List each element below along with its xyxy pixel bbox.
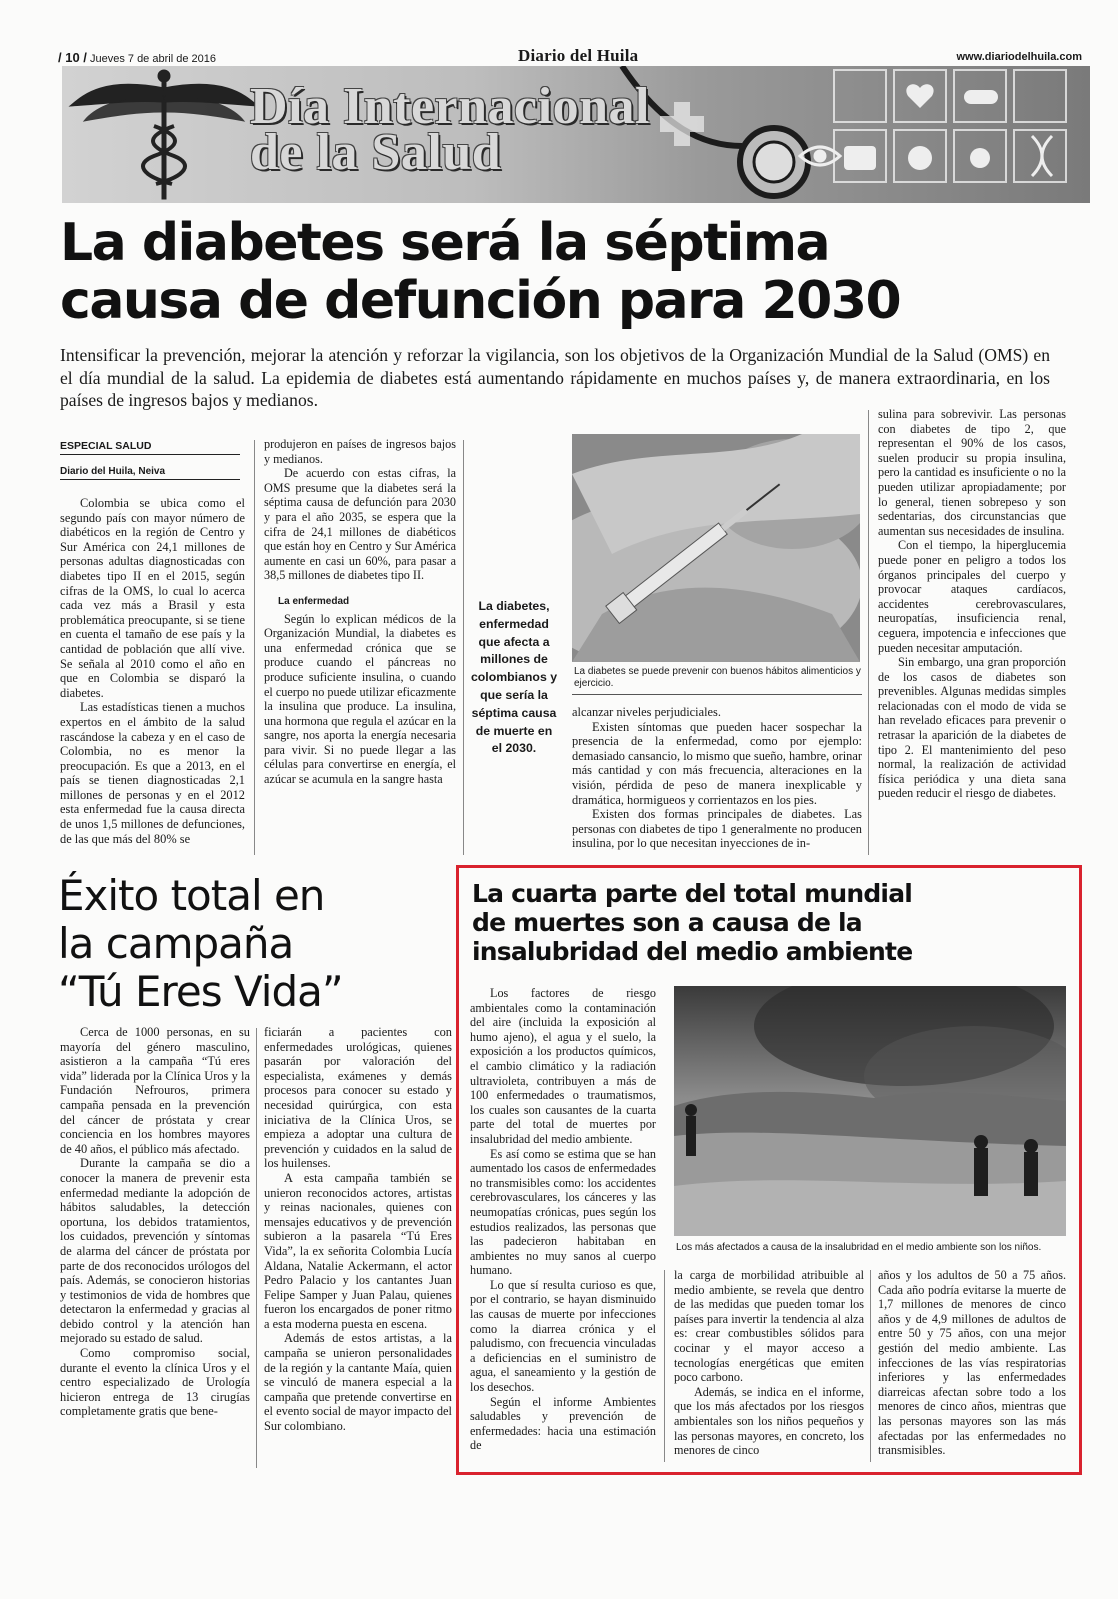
paragraph: sulina para sobrevivir. Las personas con diabetes de tipo 2, que representan el 90% de los casos, suelen producir su propia insulina, pero la cantidad es insuficiente o no la pueden utilizar apropiadamente; por lo general, tienen sobrepeso y son sedentarias, dos circunstancias que aumentan sus necesidades de insulina.	[878, 407, 1066, 538]
paragraph: Con el tiempo, la hiperglucemia puede poner en peligro a todos los órganos principales del cuerpo y provocar ataques cardíacos, accidentes cerebrovasculares, neuropatías, insuficiencia renal, ceguera, impotencia e infecciones que pueden necesitar amputación.	[878, 538, 1066, 655]
main-lede: Intensificar la prevención, mejorar la atención y reforzar la vigilancia, son los objetivos de la Organización Mundial de la Salud (OMS) en el día mundial de la salud. La epidemia de diabetes está aumentando rápidamente en muchos países y, de manera extraordinaria, en los países de ingresos bajos y medianos.	[60, 345, 1050, 411]
main-col-4	[878, 407, 1066, 801]
paragraph: Existen síntomas que pueden hacer sospechar la presencia de la enfermedad, como por ejemplo: demasiado cansancio, lo mismo que sueño, hambre, orinar más cantidad y con más frecuencia, alteraciones en la visión, pérdida de peso de manera inexplicable y dramática, hormigueos y corrientazos en los pies.	[572, 719, 862, 807]
paragraph: Es así como se estima que se han aumentado los casos de enfermedades no transmisibles como: los accidentes cerebrovasculares, los cánceres y las neumopatías crónicas, pues según los estudios realizados, las personas que las padecieron habitaban en ambientes no muy sanos al cuerpo humano.	[470, 1146, 656, 1278]
paragraph: Existen dos formas principales de diabetes. Las personas con diabetes de tipo 1 generalmente no producen insulina, por lo que necesitan inyecciones de in-	[572, 807, 862, 851]
subheading: La enfermedad	[278, 595, 350, 607]
paragraph: Como compromiso social, durante el evento la clínica Uros y el centro especializado de Urología hicieron entrega de 13 cirugías completamente gratis que bene-	[60, 1346, 250, 1419]
main-headline: La diabetes será la séptima causa de defunción para 2030	[60, 213, 901, 331]
paragraph: Las estadísticas tienen a muchos expertos en el ámbito de la salud rascándose la cabeza y en el caso de Colombia, no es menor la preocupación. Es que a 2013, en el país se tienen diagnosticadas 2,1 millones de personas y en el 2012 esta enfermedad fue la causa directa de unos 1,5 millones de defunciones, de las que más del 80% se	[60, 700, 245, 846]
paragraph: Sin embargo, una gran proporción de los casos de diabetes son prevenibles. Algunas medidas simples relacionadas con el modo de vida se han revelado eficaces para prevenir o retrasar la aparición de la diabetes de tipo 2. El mantenimiento del peso normal, la realización de actividad física periódica y una dieta sana pueden reducir el riesgo de diabetes.	[878, 655, 1066, 801]
paragraph: produjeron en países de ingresos bajos y medianos.	[264, 437, 456, 466]
paragraph: Según el informe Ambientes saludables y prevención de enfermedades: hacia una estimación de	[470, 1394, 656, 1453]
paragraph: la carga de morbilidad atribuible al medio ambiente, se revela que dentro de las medidas que pueden tomar los países para invertir la tendencia al alza es: crear combustibles sólidos para cocinar y el mayor acceso a tecnologías energéticas que emiten poco carbono.	[674, 1268, 864, 1385]
photo-caption: La diabetes se puede prevenir con buenos hábitos alimenticios y ejercicio.	[574, 666, 861, 689]
pill-icon	[964, 90, 998, 104]
paragraph: Además, se indica en el informe, que los más afectados por los riesgos ambientales son los niños pequeños y las personas mayores, en concreto, los menores de cinco	[674, 1384, 864, 1458]
paragraph: Según lo explican médicos de la Organización Mundial, la diabetes es una enfermedad crónica que se produce cuando el páncreas no produce suficiente insulina, o cuando el cuerpo no puede utilizar eficazmente la insulina que produce. La insulina, una hormona que regula el azúcar en la sangre, nos aporta la energía necesaria para vivir. Si no puede llegar a las células para convertirse en energía, el azúcar se acumula en la sangre hasta	[264, 611, 456, 787]
section-banner	[62, 66, 1090, 203]
newspaper-name: Diario del Huila	[518, 46, 639, 65]
campaign-col-2	[264, 1025, 452, 1434]
photo-caption: Los más afectados a causa de la insalubridad en el medio ambiente son los niños.	[676, 1242, 1042, 1253]
column-rule	[664, 1270, 665, 1462]
paragraph: ficiarán a pacientes con enfermedades urológicas, quienes pasarán por valoración del especialista, exámenes y demás procesos para conocer su estado y necesidad quirúrgica, con esta iniciativa de la Clínica Uros, se empieza a adoptar una cultura de prevención y cuidados en la salud de los huilenses.	[264, 1025, 452, 1171]
main-col-3	[572, 705, 862, 851]
section-kicker: ESPECIAL SALUD	[60, 440, 240, 455]
paragraph: Además de estos artistas, a la campaña se unieron personalidades de la región y la cantante Maía, quien se vinculó de manera especial a la campaña que pretende convertirse en el evento social de mayor impacto del Sur colombiano.	[264, 1331, 452, 1434]
page-info	[58, 50, 216, 65]
column-rule	[463, 440, 464, 855]
column-rule	[254, 440, 255, 855]
page-number: / 10 /	[58, 50, 87, 65]
environment-col-3	[878, 1268, 1066, 1458]
page-date: Jueves 7 de abril de 2016	[89, 53, 216, 65]
heart-icon	[906, 84, 933, 108]
column-rule	[868, 410, 869, 855]
column-rule	[256, 1028, 257, 1468]
byline: Diario del Huila, Neiva	[60, 466, 240, 480]
landfill-image	[674, 986, 1066, 1236]
page-header	[58, 46, 1090, 68]
main-col-2	[264, 437, 456, 787]
diabetes-photo	[572, 434, 860, 662]
divider	[572, 694, 862, 695]
paragraph: Colombia se ubica como el segundo país con mayor número de diabéticos en la región de Centro y Sur América con 24,1 millones de personas adultas diagnosticadas con diabetes tipo II en el 2015, según cifras de la OMS, lo cual lo acerca cada vez más a Brasil y esta problemática preocupante, si se tiene en cuenta el tamaño de ese país y la cantidad de población que allí vive. Se señala al 2010 como el año en que en Colombia se disparó la diabetes.	[60, 496, 245, 700]
dna-icon	[1032, 136, 1052, 176]
paragraph: Cerca de 1000 personas, en su mayoría del género masculino, asistieron a la campaña “Tú eres vida” liderada por la Clínica Uros y la Fundación Nefrouros, primera campaña pensada en la prevención del cáncer de próstata y crear conciencia en los hombres mayores de 40 años, el público más afectado.	[60, 1025, 250, 1156]
campaign-headline: Éxito total en la campaña “Tú Eres Vida”	[58, 871, 343, 1016]
paragraph: De acuerdo con estas cifras, la OMS presume que la diabetes será la séptima causa de defunción para 2030 y para el año 2035, se espera que la cifra de 24,1 millones de diabéticos que están hoy en Centro y Sur América aumente en casi un 60%, para pasar a 38,5 millones de diabetes tipo II.	[264, 466, 456, 583]
pull-quote: La diabetes, enfermedad que afecta a millones de colombianos y que sería la séptima causa de muerte en el 2030.	[470, 599, 558, 756]
syringe-image	[572, 434, 860, 662]
paragraph: A esta campaña también se unieron reconocidos actores, artistas y reinas nacionales, quienes con mensajes educativos y de prevención subieron a la pasarela “Tú Eres Vida”, la ex señorita Colombia Lucía Aldana, Natalie Ackermann, el actor Pedro Palacio y los cantantes Juan Felipe Samper y Juan Palau, quienes fueron los encargados de poner ritmo a esta moderna puesta en escena.	[264, 1170, 452, 1331]
column-rule	[870, 1270, 871, 1462]
caduceus-icon	[70, 70, 258, 199]
landfill-photo	[674, 986, 1066, 1236]
environment-col-2	[674, 1268, 864, 1458]
environment-col-1	[470, 986, 656, 1453]
paragraph: Durante la campaña se dio a conocer la manera de prevenir esta enfermedad mediante la adopción de hábitos saludables, la detección oportuna, los debidos tratamientos, los cuidados, prevención y síntomas de alarma del cáncer de próstata por parte de dos reconocidos urólogos del país. Además, se conocieron historias y testimonios de vida de hombres que detectaron la enfermedad y gracias al debido control y la atención han mejorado su estado de salud.	[60, 1156, 250, 1346]
section-title: Día Internacional de la Salud	[250, 78, 650, 181]
environment-headline: La cuarta parte del total mundial de muertes son a causa de la insalubridad del medio ambiente	[472, 879, 913, 966]
campaign-col-1	[60, 1025, 250, 1419]
paragraph: Los factores de riesgo ambientales como la contaminación del aire (incluida la exposición al humo ajeno), el agua y el suelo, la exposición a los productos químicos, el cambio climático y la radiación ultravioleta, contribuyen a más de 100 enfermedades o traumatismos, los cuales son causantes de la cuarta parte del total de muertes por insalubridad del medio ambiente.	[470, 986, 656, 1146]
paragraph: alcanzar niveles perjudiciales.	[572, 705, 721, 719]
paragraph: años y los adultos de 50 a 75 años. Cada año podría evitarse la muerte de 1,7 millones de menores de cinco años y de 4,9 millones de adultos de entre 50 y 75 años, con una mejor gestión del medio ambiente. Las infecciones de las vías respiratorias inferiores y las enfermedades diarreicas afectan sobre todo a los menores de cinco años, mientras que las personas mayores son las más afectadas por las enfermedades no transmisibles.	[878, 1268, 1066, 1458]
website-link[interactable]: www.diariodelhuila.com	[956, 51, 1082, 63]
main-col-1	[60, 496, 245, 846]
paragraph: Lo que sí resulta curioso es que, por el contrario, se hayan disminuido las causas de muerte por infecciones como la diarrea crónica y el paludismo, con frecuencia vinculadas a deficiencias en el suministro de agua, el saneamiento y la gestión de los desechos.	[470, 1277, 656, 1395]
